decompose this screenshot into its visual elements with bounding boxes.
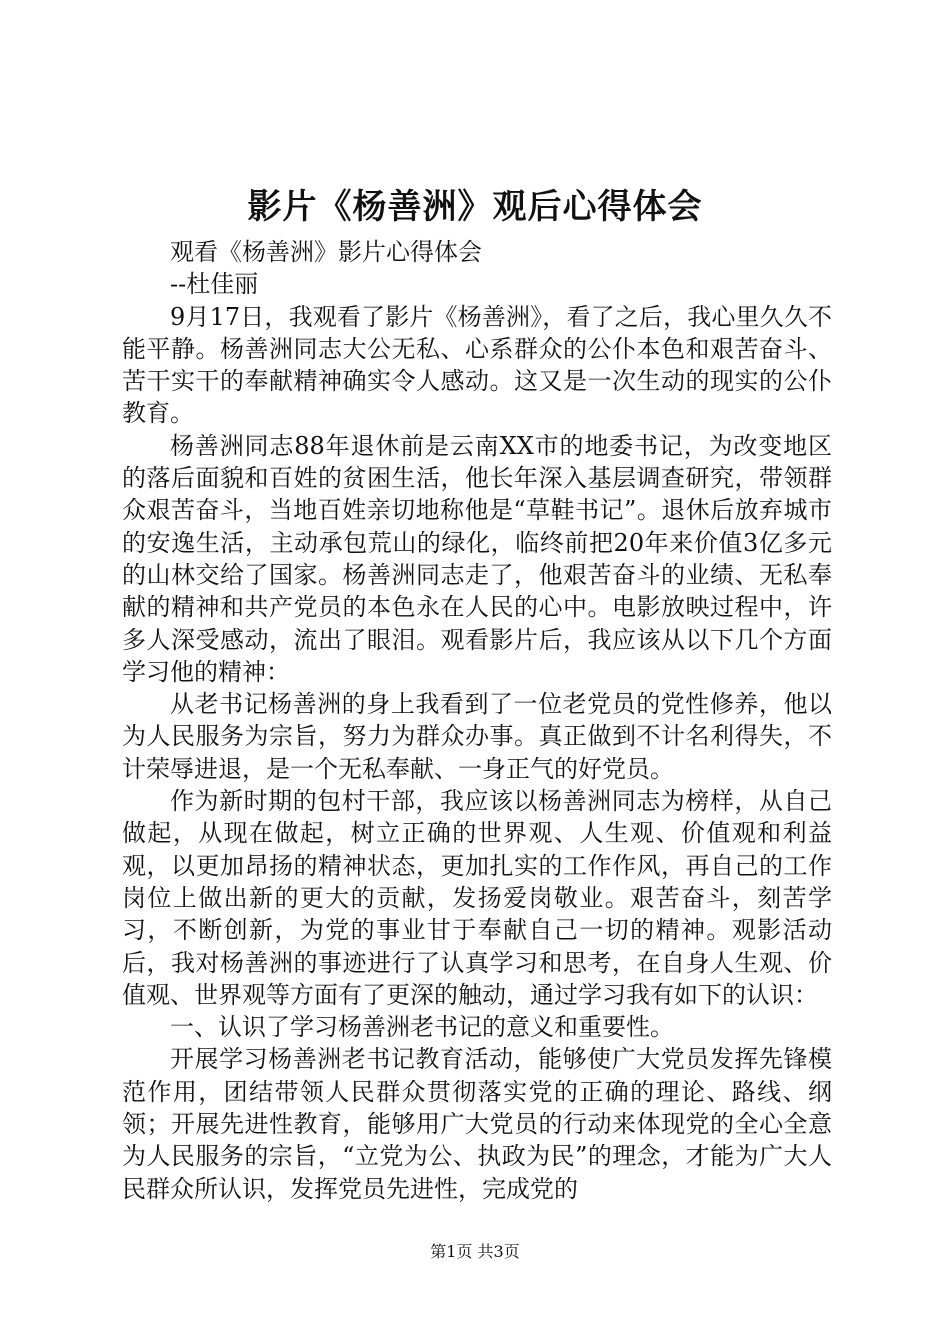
body-paragraph: 9月17日，我观看了影片《杨善洲》，看了之后，我心里久久不能平静。杨善洲同志大公无私、心系群众的公仆本色和艰苦奋斗、苦干实干的奉献精神确实令人感动。这又是一次生动的现实的公仆教育。 — [122, 302, 832, 428]
section-heading: 一、认识了学习杨善洲老书记的意义和重要性。 — [170, 1013, 674, 1042]
body-paragraph: 从老书记杨善洲的身上我看到了一位老党员的党性修养，他以为人民服务为宗旨，努力为群众办事。真正做到不计名利得失，不计荣辱进退，是一个无私奉献、一身正气的好党员。 — [122, 690, 832, 783]
body-paragraph: 杨善洲同志88年退休前是云南XX市的地委书记，为改变地区的落后面貌和百姓的贫困生活，他长年深入基层调查研究，带领群众艰苦奋斗，当地百姓亲切地称他是“草鞋书记”。退休后放弃城市的安逸生活，主动承包荒山的绿化，临终前把20年来价值3亿多元的山林交给了国家。杨善洲同志走了，他艰苦奋斗的业绩、无私奉献的精神和共产党员的本色永在人民的心中。电影放映过程中，许多人深受感动，流出了眼泪。观看影片后，我应该从以下几个方面学习他的精神： — [122, 431, 832, 686]
body-paragraph: 开展学习杨善洲老书记教育活动，能够使广大党员发挥先锋模范作用，团结带领人民群众贯彻落实党的正确的理论、路线、纲领；开展先进性教育，能够用广大党员的行动来体现党的全心全意为人民服务的宗旨，“立党为公、执政为民”的理念，才能为广大人民群众所认识，发挥党员先进性，完成党的 — [122, 1045, 832, 1203]
subtitle-paragraph: 观看《杨善洲》影片心得体会 — [170, 238, 482, 266]
document-title: 影片《杨善洲》观后心得体会 — [247, 187, 703, 227]
document-body — [122, 236, 832, 1205]
body-paragraph: 作为新时期的包村干部，我应该以杨善洲同志为榜样，从自己做起，从现在做起，树立正确的世界观、人生观、价值观和利益观，以更加昂扬的精神状态，更加扎实的工作作风，再自己的工作岗位上做出新的更大的贡献，发扬爱岗敬业。艰苦奋斗，刻苦学习，不断创新，为党的事业甘于奉献自己一切的精神。观影活动后，我对杨善洲的事迹进行了认真学习和思考，在自身人生观、价值观、世界观等方面有了更深的触动，通过学习我有如下的认识： — [122, 787, 832, 1009]
author-paragraph: --杜佳丽 — [170, 270, 259, 299]
page-footer: 第1页 共3页 — [430, 1242, 520, 1261]
